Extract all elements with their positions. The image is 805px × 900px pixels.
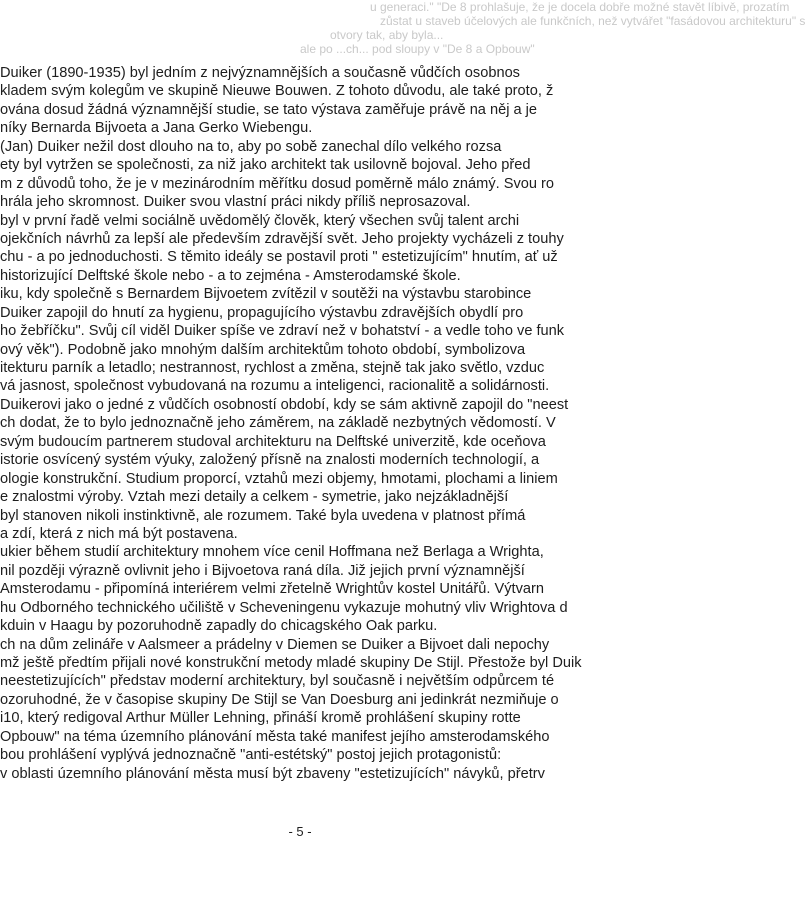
text-line: iku, kdy společně s Bernardem Bijvoetem zvítězil v soutěži na výstavbu starobince (0, 286, 532, 303)
text-line: Duiker zapojil do hnutí za hygienu, propagujícího výstavbu zdravějších obydlí pro (0, 304, 524, 321)
bleed-line: zůstat u staveb účelových ale funkčních, než vytvářet "fasádovou architekturu" s (380, 14, 805, 28)
text-line: ována dosud žádná významnější studie, se tato výstava zaměřuje právě na něj a je (0, 101, 538, 118)
text-line: nil později výrazně ovlivnit jeho i Bijvoetova raná díla. Již jejich první významnější (0, 562, 525, 579)
text-line: ho žebříčku". Svůj cíl viděl Duiker spíše ve zdraví než v bohatství - a vedle toho ve funk (0, 323, 565, 340)
text-line: historizující Delftské škole nebo - a to zejména - Amsterodamské škole. (0, 267, 461, 284)
text-line: Amsterodamu - připomíná interiérem velmi zřetelně Wrightův kostel Unitářů. Výtvarn (0, 581, 544, 598)
text-line: byl v první řadě velmi sociálně uvědomělý člověk, který všechen svůj talent archi (0, 212, 520, 229)
bleed-line: ale po ...ch... pod sloupy v "De 8 a Opbouw" (300, 42, 535, 56)
text-line: kladem svým kolegům ve skupině Nieuwe Bouwen. Z tohoto důvodu, ale také proto, ž (0, 83, 554, 100)
text-line: níky Bernarda Bijvoeta a Jana Gerko Wiebengu. (0, 120, 313, 137)
text-line: mž ještě předtím přijali nové konstrukční metody mladé skupiny De Stijl. Přestože byl Duik (0, 655, 582, 671)
text-line: ozoruhodné, že v časopise skupiny De Stijl se Van Doesburg ani jedinkrát nezmiňuje o (0, 691, 559, 708)
bleed-through-text (0, 0, 805, 58)
text-line: Duikerovi jako o jedné z vůdčích osobností období, kdy se sám aktivně zapojil do "neest (0, 396, 569, 413)
text-line: i10, který redigoval Arthur Müller Lehning, přináší kromě prohlášení skupiny rotte (0, 710, 521, 727)
bleed-line: u generaci." "De 8 prohlašuje, že je docela dobře možné stavět líbivě, prozatím (370, 0, 790, 14)
bleed-line: otvory tak, aby byla... (330, 28, 444, 42)
text-line: ologie konstrukční. Studium proporcí, vztahů mezi objemy, hmotami, plochami a liniem (0, 470, 558, 487)
text-line: Opbouw" na téma územního plánování města také manifest jejího amsterodamského (0, 728, 550, 745)
text-line: neestetizujících" představ moderní architektury, byl současně i největším odpůrcem té (0, 673, 555, 690)
text-line: ety byl vytržen se společnosti, za niž jako architekt tak usilovně bojoval. Jeho před (0, 157, 531, 174)
page-number: - 5 - (288, 824, 312, 839)
text-line: ch dodat, že to bylo jednoznačně jeho záměrem, na základě nezbytných vědomostí. V (0, 415, 556, 432)
text-line: (Jan) Duiker nežil dost dlouho na to, aby po sobě zanechal dílo velkého rozsa (0, 138, 502, 155)
text-line: m z důvodů toho, že je v mezinárodním měřítku dosud poměrně málo známý. Svou ro (0, 175, 555, 192)
text-line: bou prohlášení vyplývá jednoznačně "anti-estétský" postoj jejich protagonistů: (0, 747, 502, 764)
text-line: ojekčních návrhů za lepší ale především zdravější svět. Jeho projekty vycházeli z touhy (0, 230, 564, 247)
text-line: hrála jeho skromnost. Duiker svou vlastní práci nikdy příliš neprosazoval. (0, 194, 471, 211)
text-line: hu Odborného technického učiliště v Scheveningenu vykazuje mohutný vliv Wrightova d (0, 599, 568, 616)
text-line: kduin v Haagu by pozoruhodně zapadly do chicagského Oak parku. (0, 618, 438, 635)
text-line: chu - a po jednoduchosti. S těmito ideály se postavil proti " estetizujícím" hnutím, ať už (0, 249, 558, 266)
text-line: ový věk"). Podobně jako mnohým dalším architektům tohoto období, symbolizova (0, 341, 526, 358)
document-body (0, 64, 600, 783)
text-line: v oblasti územního plánování města musí být zbaveny "estetizujících" návyků, přetrv (0, 765, 545, 782)
text-line: svým budoucím partnerem studoval architekturu na Delftské univerzitě, kde oceňova (0, 433, 546, 450)
text-line: Duiker (1890-1935) byl jedním z nejvýznamnějších a současně vůdčích osobnos (0, 65, 520, 81)
text-line: ch na dům zelináře v Aalsmeer a prádelny v Diemen se Duiker a Bijvoet dali nepochy (0, 636, 550, 653)
text-line: ukier během studií architektury mnohem více cenil Hoffmana než Berlaga a Wrighta, (0, 544, 544, 561)
text-line: itekturu parník a letadlo; nestrannost, rychlost a změna, stejně tak jako světlo, vzduc (0, 360, 545, 376)
text-line: byl stanoven nikoli instinktivně, ale rozumem. Také byla uvedena v platnost přímá (0, 507, 526, 524)
text-line: a zdí, která z nich má být postavena. (0, 525, 238, 542)
text-line: e znalostmi výroby. Vztah mezi detaily a celkem - symetrie, jako nejzákladnější (0, 489, 509, 506)
text-line: vá jasnost, společnost vybudovaná na rozumu a inteligenci, racionalitě a solidárnosti. (0, 378, 550, 395)
text-line: istorie osvícený systém výuky, založený přísně na znalosti moderních technologií, a (0, 452, 540, 469)
